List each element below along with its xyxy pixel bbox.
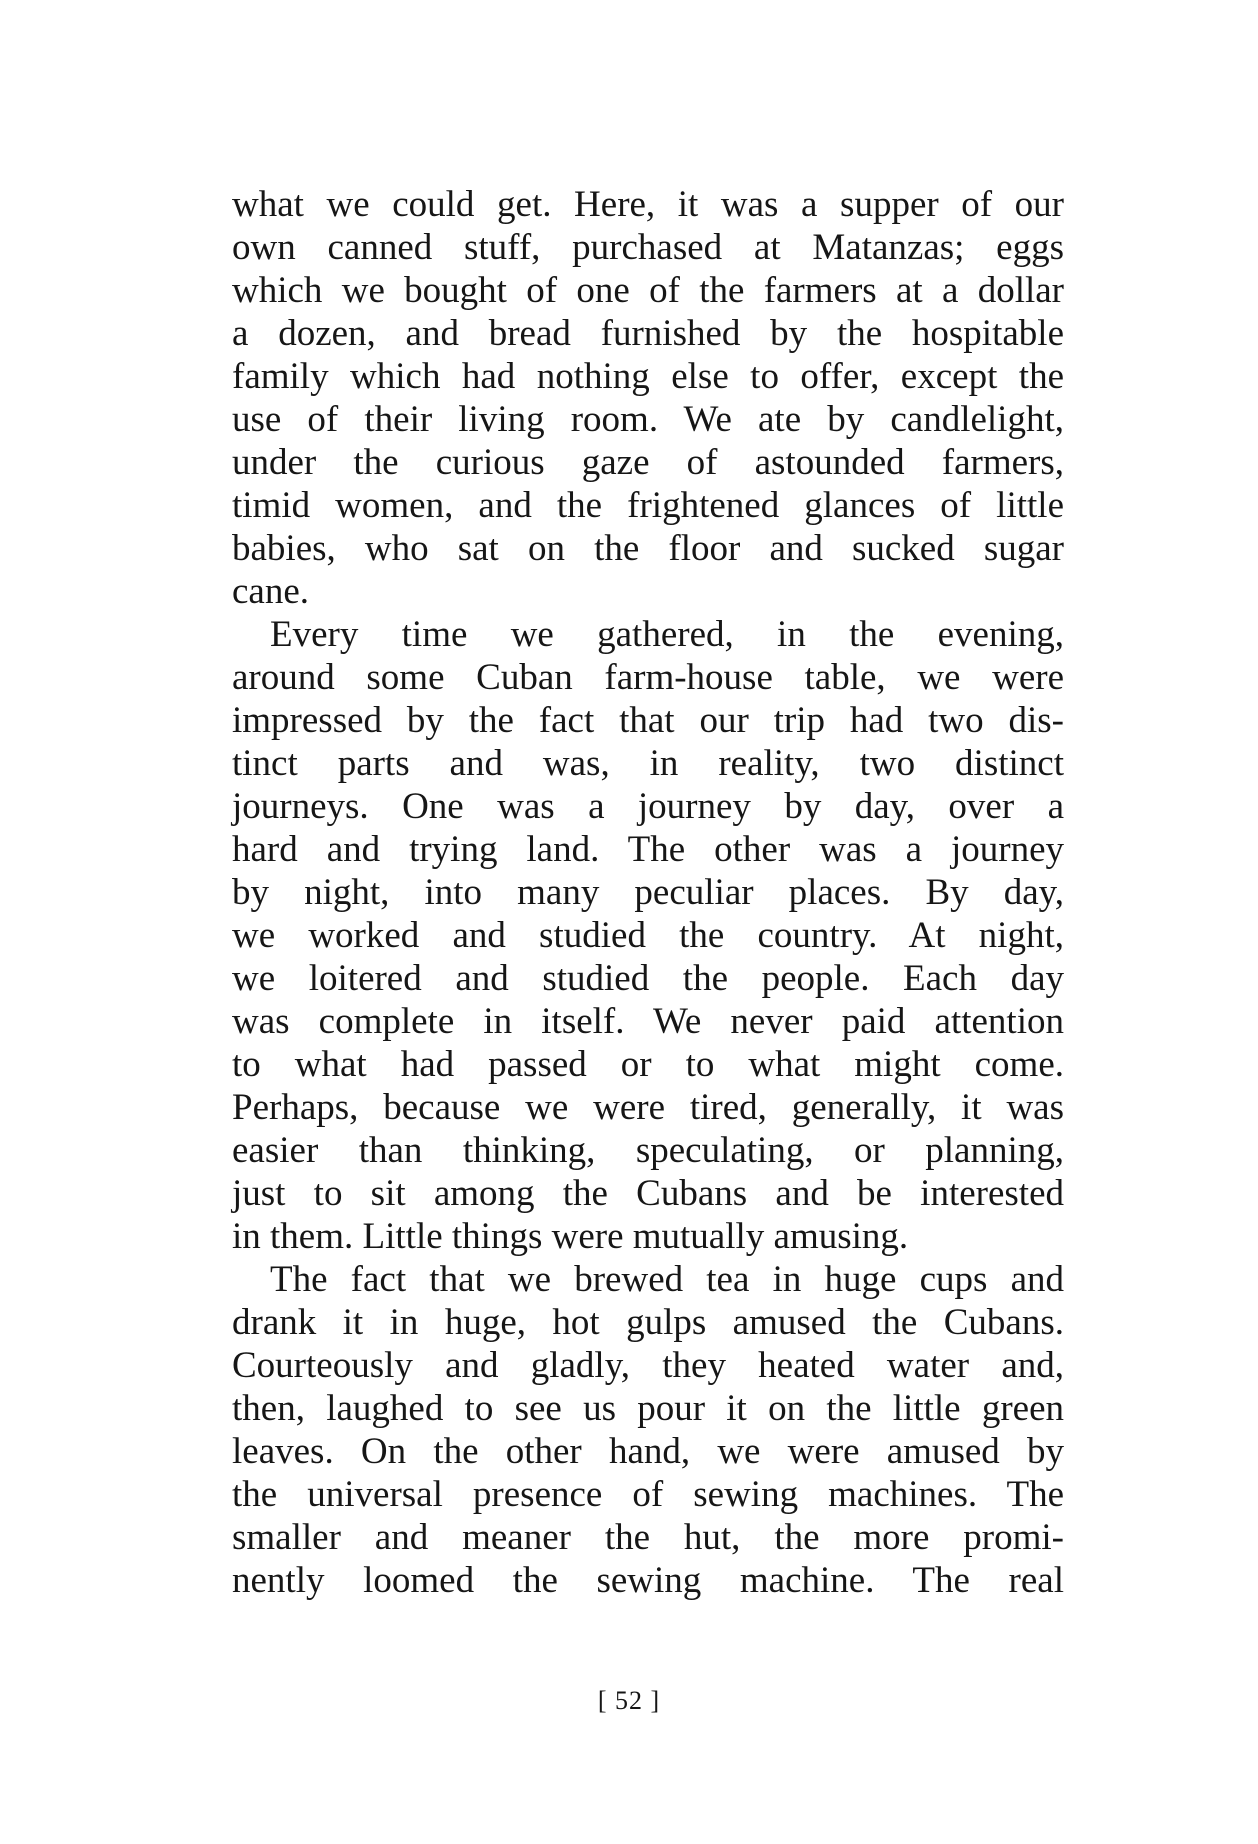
text-line: cane. [232,571,310,612]
text-line: which we bought of one of the farmers at a dollar [232,270,1064,311]
text-line: by night, into many peculiar places. By day, [232,872,1064,913]
body-text [232,183,1064,1602]
text-line: the universal presence of sewing machines. The [232,1474,1064,1515]
text-line: The fact that we brewed tea in huge cups and [270,1259,1064,1300]
text-line: then, laughed to see us pour it on the little green [232,1388,1064,1429]
text-line: own canned stuff, purchased at Matanzas; eggs [232,227,1064,268]
text-line: family which had nothing else to offer, except the [232,356,1064,397]
paragraph-2 [232,613,1064,1258]
text-line: easier than thinking, speculating, or planning, [232,1130,1064,1171]
text-line: in them. Little things were mutually amusing. [232,1216,909,1257]
text-line: a dozen, and bread furnished by the hospitable [232,313,1064,354]
text-line: was complete in itself. We never paid attention [232,1001,1064,1042]
paragraph-3 [232,1258,1064,1602]
text-line: Every time we gathered, in the evening, [270,614,1064,655]
text-line: we loitered and studied the people. Each day [232,958,1064,999]
text-line: drank it in huge, hot gulps amused the Cubans. [232,1302,1064,1343]
text-line: nently loomed the sewing machine. The real [232,1560,1064,1601]
text-line: babies, who sat on the floor and sucked sugar [232,528,1064,569]
text-line: smaller and meaner the hut, the more promi- [232,1517,1064,1558]
text-line: impressed by the fact that our trip had two dis- [232,700,1064,741]
text-line: just to sit among the Cubans and be interested [232,1173,1064,1214]
text-line: under the curious gaze of astounded farmers, [232,442,1064,483]
text-line: leaves. On the other hand, we were amused by [232,1431,1064,1472]
text-line: around some Cuban farm-house table, we were [232,657,1064,698]
text-line: journeys. One was a journey by day, over a [232,786,1064,827]
text-line: timid women, and the frightened glances of little [232,485,1064,526]
text-line: what we could get. Here, it was a supper of our [232,184,1064,225]
text-line: we worked and studied the country. At night, [232,915,1064,956]
text-line: Perhaps, because we were tired, generally, it was [232,1087,1064,1128]
text-line: to what had passed or to what might come. [232,1044,1064,1085]
text-line: hard and trying land. The other was a journey [232,829,1064,870]
paragraph-1 [232,183,1064,613]
text-line: Courteously and gladly, they heated water and, [232,1345,1064,1386]
page-number: [ 52 ] [597,1686,661,1715]
text-line: tinct parts and was, in reality, two distinct [232,743,1064,784]
text-line: use of their living room. We ate by candlelight, [232,399,1064,440]
